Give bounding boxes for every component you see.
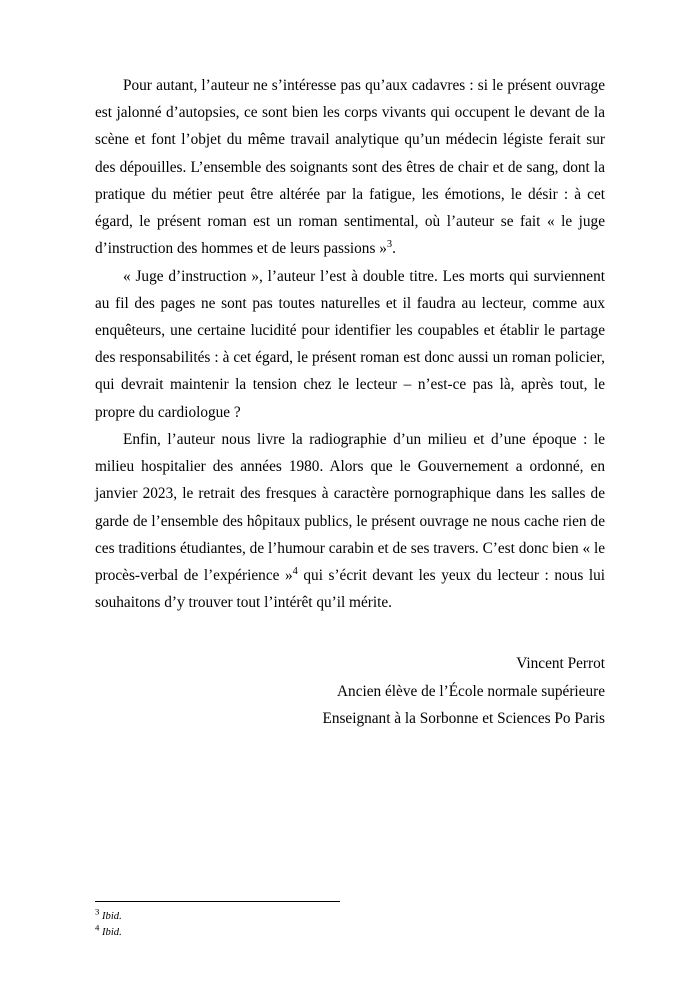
footnote-number: 4 [95,922,100,933]
paragraph-1 [95,72,605,263]
signature-name: Vincent Perrot [516,655,605,673]
footnote-marker-4[interactable]: 4 [292,565,298,577]
paragraph-3 [95,426,605,617]
paragraph-3-text: Enfin, l’auteur nous livre la radiographie d’un milieu et d’une époque : le milieu hospitalier des années 1980. Alors que le Gouvernement a ordonné, en janvier 2023, le retrait des fresques à caractère pornographique dans les salles de garde de l’ensemble des hôpitaux publics, le présent ouvrage ne nous cache rien de ces traditions étudiantes, de l’humour carabin et de ses travers. C’est donc bien « le procès-verbal de l’expérience » [95,430,605,584]
footnote-text: Ibid. [102,911,122,923]
footnote-number: 3 [95,906,100,917]
footnote-separator-rule [95,901,340,902]
signature-line-2: Ancien élève de l’École normale supérieure [337,682,605,700]
footnote-item [95,922,605,940]
signature-block [95,650,605,732]
footnotes-area [95,901,605,940]
footnote-text: Ibid. [102,926,122,938]
footnote-item [95,906,605,924]
paragraph-1-tail: . [392,240,396,258]
footnote-marker-3[interactable]: 3 [386,239,393,251]
signature-line-3: Enseignant à la Sorbonne et Sciences Po Paris [322,709,605,727]
paragraph-2: « Juge d’instruction », l’auteur l’est à double titre. Les morts qui surviennent au fil des pages ne sont pas toutes naturelles et il faudra au lecteur, comme aux enquêteurs, une certaine lucidité pour identifier les coupables et établir le partage des responsabilités : à cet égard, le présent roman est donc aussi un roman policier, qui devrait maintenir la tension chez le lecteur – n’est-ce pas là, après tout, le propre du cardiologue ? [95,267,605,421]
body-text [95,72,605,616]
paragraph-1-text: Pour autant, l’auteur ne s’intéresse pas qu’aux cadavres : si le présent ouvrage est jalonné d’autopsies, ce sont bien les corps vivants qui occupent le devant de la scène et font l’objet du même travail analytique qu’un médecin légiste ferait sur des dépouilles. L’ensemble des soignants sont des êtres de chair et de sang, dont la pratique du métier peut être altérée par la fatigue, les émotions, le désir : à cet égard, le présent roman est un roman sentimental, où l’auteur se fait « le juge d’instruction des hommes et de leurs passions » [95,77,605,258]
paragraph-3-tail: qui s’écrit devant les yeux du lecteur : nous lui souhaitons d’y trouver tout l’intérêt qu’il mérite. [95,566,605,612]
